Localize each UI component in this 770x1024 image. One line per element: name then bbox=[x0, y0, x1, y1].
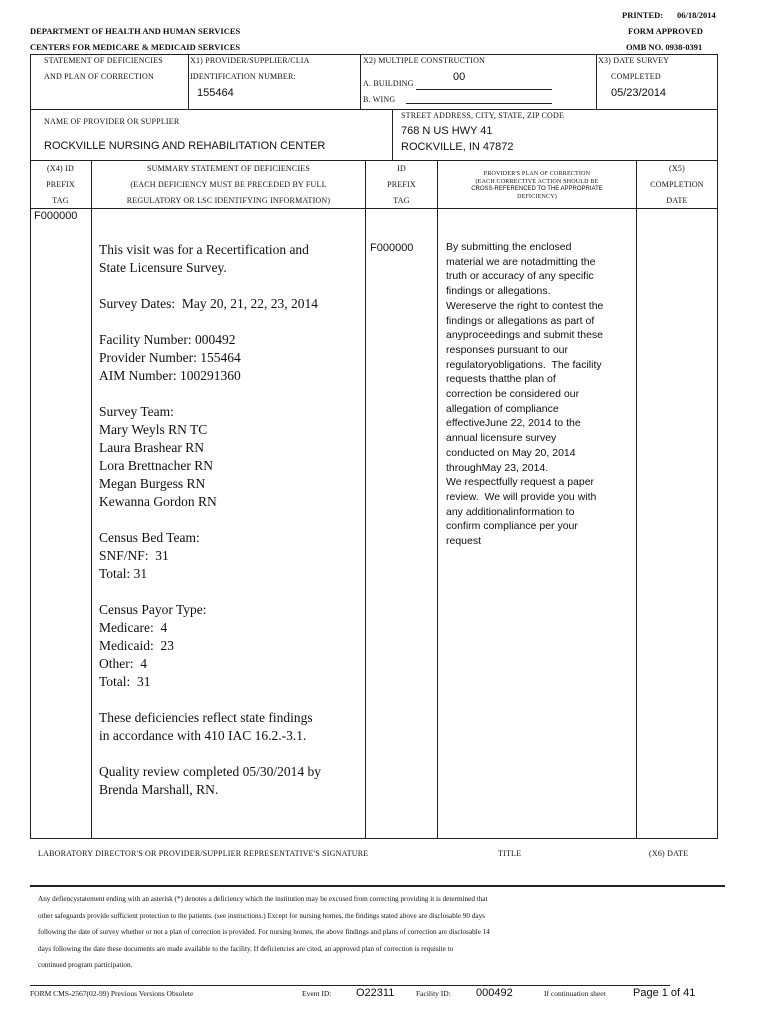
id-header-2: PREFIX bbox=[387, 180, 416, 189]
plan-of-correction: By submitting the enclosed material we are notadmitting the truth or accuracy of any specific findings or allegations. Wereserve the right to contest the findings or allegations as part of anyproceedings and submit these responses pursuant to our regulatoryobligations. The facility requests thatthe plan of correction be considered our allegation of compliance effectiveJune 22, 2014 to the annual licensure survey conducted on May 20, 2014 throughMay 23, 2014. We respectfully request a paper review. We will provide you with any additionalinformation to confirm compliance per your request bbox=[446, 241, 604, 548]
facility-id-label: Facility ID: bbox=[416, 989, 451, 998]
rule bbox=[717, 54, 718, 838]
deficiency-statement: This visit was for a Recertification and State Licensure Survey. Survey Dates: May 20, 21, 22, 23, 2014 Facility Number: 000492 Provider Number: 155464 AIM Number: 100291360 Survey Team: Mary Weyls RN TC Laura Brashear RN Lora Brettnacher RN Megan Burgess RN Kewanna Gordon RN Census Bed Team: SNF/NF: 31 Total: 31 Census Payor Type: Medicare: 4 Medicaid: 23 Other: 4 Total: 31 These deficiencies reflect state findings in accordance with 410 IAC 16.2.-3.1. Quality review completed 05/30/2014 by Brenda Marshall, RN. bbox=[99, 242, 321, 797]
signature-label: LABORATORY DIRECTOR'S OR PROVIDER/SUPPLIER REPRESENTATIVE'S SIGNATURE bbox=[38, 849, 369, 858]
statement-label-2: AND PLAN OF CORRECTION bbox=[44, 72, 154, 81]
footer-rule bbox=[30, 985, 670, 986]
rule bbox=[392, 109, 393, 160]
provider-name-label: NAME OF PROVIDER OR SUPPLIER bbox=[44, 117, 180, 126]
date-label: (X6) DATE bbox=[649, 849, 689, 858]
plan-header-4: DEFICIENCY) bbox=[517, 194, 557, 200]
statement-label-1: STATEMENT OF DEFICIENCIES bbox=[44, 56, 163, 65]
x5-header-2: COMPLETION bbox=[650, 180, 704, 189]
rule bbox=[437, 160, 438, 838]
event-id-value: O22311 bbox=[356, 987, 395, 999]
x1-label-2: IDENTIFICATION NUMBER: bbox=[190, 72, 296, 81]
rule bbox=[365, 160, 366, 838]
rule bbox=[30, 838, 718, 839]
provider-id-value: 155464 bbox=[197, 87, 234, 99]
wing-underline bbox=[406, 103, 552, 104]
rule bbox=[30, 54, 718, 55]
plan-header-1: PROVIDER'S PLAN OF CORRECTION bbox=[483, 171, 591, 177]
deficiency-tag-left: F000000 bbox=[34, 210, 78, 222]
form-number: FORM CMS-2567(02-99) Previous Versions Obsolete bbox=[30, 989, 194, 998]
plan-header-2: (EACH CORRECTIVE ACTION SHOULD BE bbox=[475, 179, 599, 185]
deficiency-footnote: Any defiencystatement ending with an asterisk (*) denotes a deficiency which the institution may be excused from correcting providing it is determined that other safeguards provide sufficient protection to the patients. (see instructions.) Except for nursing homes, the findings stated above are disclosable 90 days following the date of survey whether or not a plan of correction is provided. For nursing homes, the above findings and plans of correction are disclosable 14 days following the date these documents are made available to the facility. If deficiencies are cited, an approved plan of correction is requisite to continued program participation. bbox=[38, 895, 490, 969]
building-label: A. BUILDING bbox=[363, 79, 414, 88]
rule bbox=[596, 54, 597, 109]
address-line-2: ROCKVILLE, IN 47872 bbox=[401, 141, 514, 153]
rule bbox=[636, 160, 637, 838]
survey-date-value: 05/23/2014 bbox=[611, 87, 667, 99]
omb-number: OMB NO. 0938-0391 bbox=[626, 42, 703, 52]
event-id-label: Event ID: bbox=[302, 989, 332, 998]
page-number: Page 1 of 41 bbox=[633, 987, 696, 999]
address-line-1: 768 N US HWY 41 bbox=[401, 125, 493, 137]
building-underline bbox=[416, 89, 552, 90]
summary-header-1: SUMMARY STATEMENT OF DEFICIENCIES bbox=[146, 164, 311, 173]
x2-label: X2) MULTIPLE CONSTRUCTION bbox=[363, 56, 486, 65]
summary-header-3: REGULATORY OR LSC IDENTIFYING INFORMATION) bbox=[126, 196, 331, 205]
id-header-3: TAG bbox=[393, 196, 410, 205]
x5-header-3: DATE bbox=[666, 196, 688, 205]
rule bbox=[360, 54, 361, 109]
printed-date: 06/18/2014 bbox=[677, 10, 716, 20]
deficiency-tag-mid: F000000 bbox=[370, 242, 414, 254]
x4-header-3: TAG bbox=[52, 196, 69, 205]
rule-thick bbox=[30, 885, 725, 887]
x3-label-2: COMPLETED bbox=[611, 72, 661, 81]
rule bbox=[91, 160, 92, 838]
x4-header-1: (X4) ID bbox=[47, 164, 74, 173]
provider-name-value: ROCKVILLE NURSING AND REHABILITATION CENTER bbox=[44, 140, 326, 152]
rule bbox=[30, 208, 718, 209]
x4-header-2: PREFIX bbox=[46, 180, 75, 189]
printed-label: PRINTED: bbox=[622, 10, 664, 20]
building-value: 00 bbox=[453, 71, 466, 83]
form-approved: FORM APPROVED bbox=[628, 26, 703, 36]
summary-header-2: (EACH DEFICIENCY MUST BE PRECEDED BY FULL bbox=[130, 180, 327, 189]
rule bbox=[188, 54, 189, 109]
rule bbox=[30, 109, 718, 110]
continuation-label: If continuation sheet bbox=[544, 989, 606, 998]
x3-label-1: X3) DATE SURVEY bbox=[598, 56, 670, 65]
plan-header-3: CROSS-REFERENCED TO THE APPROPRIATE bbox=[471, 186, 603, 192]
title-label: TITLE bbox=[498, 849, 522, 858]
x5-header-1: (X5) bbox=[669, 164, 685, 173]
rule bbox=[30, 160, 718, 161]
facility-id-value: 000492 bbox=[476, 987, 513, 999]
id-header-1: ID bbox=[397, 164, 406, 173]
wing-label: B. WING bbox=[363, 95, 396, 104]
x1-label-1: X1) PROVIDER/SUPPLIER/CLIA bbox=[190, 56, 310, 65]
department-title: DEPARTMENT OF HEALTH AND HUMAN SERVICES bbox=[30, 26, 241, 36]
centers-title: CENTERS FOR MEDICARE & MEDICAID SERVICES bbox=[30, 42, 241, 52]
address-label: STREET ADDRESS, CITY, STATE, ZIP CODE bbox=[401, 111, 565, 120]
